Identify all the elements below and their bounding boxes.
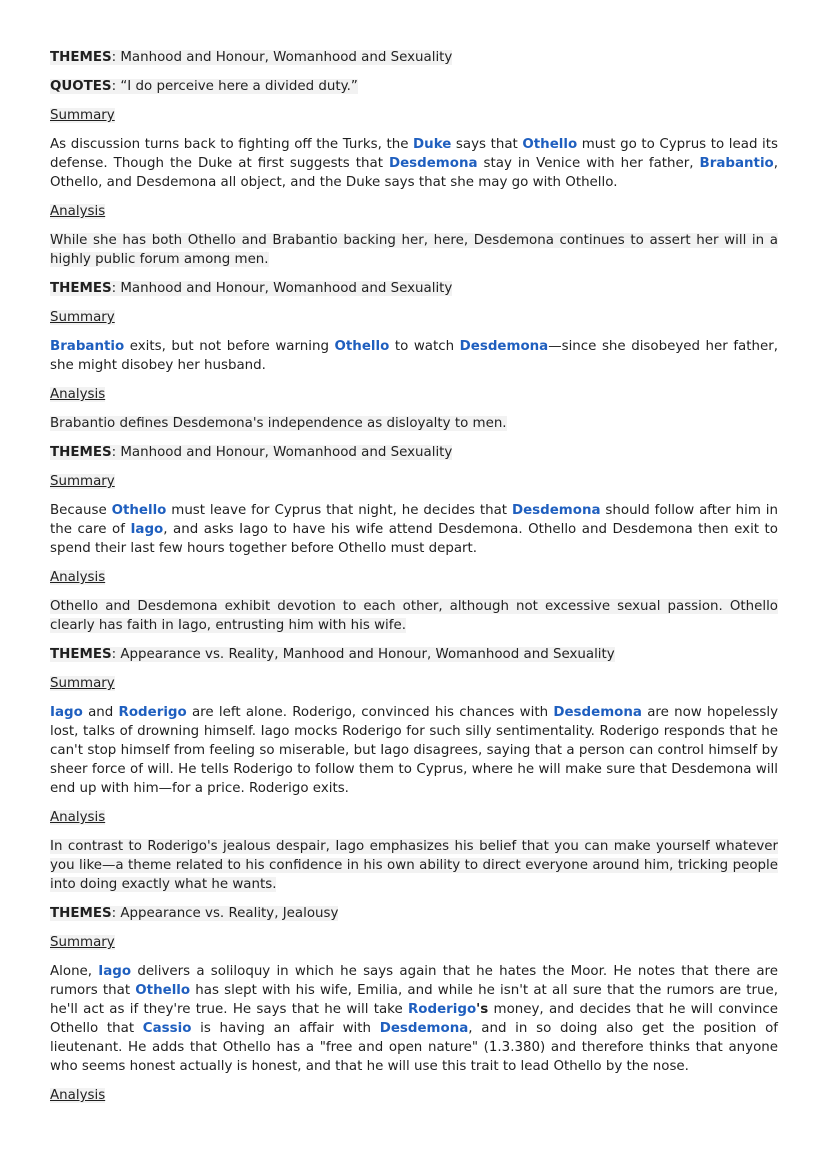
themes-line xyxy=(50,48,778,67)
themes-text: : “I do perceive here a divided duty.” xyxy=(111,79,358,94)
summary-paragraph xyxy=(50,337,778,375)
themes-label: THEMES xyxy=(50,647,112,662)
themes-line xyxy=(50,279,778,298)
section-heading xyxy=(50,568,778,587)
character-name: Desdemona xyxy=(553,705,642,720)
section-heading xyxy=(50,202,778,221)
character-name: Desdemona xyxy=(459,339,549,354)
paragraph-text xyxy=(50,839,778,892)
themes-text: : Manhood and Honour, Womanhood and Sexuality xyxy=(111,50,453,65)
analysis-paragraph xyxy=(50,837,778,894)
themes-label: QUOTES xyxy=(50,79,112,94)
themes-label: THEMES xyxy=(50,906,112,921)
themes-label: THEMES xyxy=(50,281,112,296)
summary-paragraph xyxy=(50,703,778,798)
analysis-heading-label: Analysis xyxy=(50,570,106,585)
text-run: stay in Venice with her father, xyxy=(477,156,700,171)
section-heading xyxy=(50,106,778,125)
themes-label: THEMES xyxy=(50,50,112,65)
text-run: Because xyxy=(50,503,112,518)
text-run: has slept with his wife, Emilia, and while he isn't at all sure that the rumors are true, he'll act as if they're true. He says that he will take xyxy=(50,983,778,1017)
character-name: Othello xyxy=(111,503,167,518)
text-run: exits, but not before warning xyxy=(124,339,335,354)
summary-heading-label: Summary xyxy=(50,108,115,123)
character-name: Brabantio xyxy=(699,156,774,171)
character-name: Desdemona xyxy=(379,1021,469,1036)
analysis-paragraph xyxy=(50,231,778,269)
text-run: , and in so doing also get the position of lieutenant. He adds that Othello has a "free and open nature" (1.3.380) and therefore thinks that anyone who seems honest actually is honest, and that he will use this trait to lead Othello by the nose. xyxy=(50,1021,779,1074)
character-name: Roderigo xyxy=(408,1002,477,1017)
text-run: , and asks Iago to have his wife attend Desdemona. Othello and Desdemona then exit to spend their last few hours together before Othello must depart. xyxy=(50,522,779,556)
paragraph-text xyxy=(50,964,778,1074)
themes-line xyxy=(50,443,778,462)
themes-highlight xyxy=(50,647,615,662)
text-run: says that xyxy=(451,137,523,152)
text-run: and xyxy=(82,705,119,720)
section-heading xyxy=(50,933,778,952)
text-run: must go to Cyprus to lead its defense. Though the Duke at first suggests that xyxy=(50,137,778,171)
text-run: As discussion turns back to fighting off the Turks, the xyxy=(50,137,414,152)
themes-text: : Manhood and Honour, Womanhood and Sexuality xyxy=(111,281,453,296)
themes-line xyxy=(50,645,778,664)
paragraph-text xyxy=(50,503,778,556)
summary-paragraph xyxy=(50,962,778,1076)
section-heading xyxy=(50,674,778,693)
character-name: Cassio xyxy=(142,1021,192,1036)
summary-heading-label: Summary xyxy=(50,935,115,950)
analysis-heading-label: Analysis xyxy=(50,810,106,825)
themes-highlight xyxy=(50,79,358,94)
text-run: to watch xyxy=(389,339,460,354)
section-heading xyxy=(50,1086,778,1105)
character-name: Othello xyxy=(522,137,578,152)
themes-text: : Appearance vs. Reality, Jealousy xyxy=(111,906,339,921)
themes-line xyxy=(50,77,778,96)
text-run: should follow after him in the care of xyxy=(50,503,778,537)
text-run: Alone, xyxy=(50,964,99,979)
themes-label: THEMES xyxy=(50,445,112,460)
text-run: are now hopelessly lost, talks of drowning himself. Iago mocks Roderigo for such silly sentimentality. Roderigo responds that he can't stop himself from feeling so miserable, but Iago disagrees, saying that a person can control himself by sheer force of will. He tells Roderigo to follow them to Cyprus, where he will make sure that Desdemona will end up with him—for a price. Roderigo exits. xyxy=(50,705,778,796)
character-name: Roderigo xyxy=(118,705,187,720)
analysis-heading-label: Analysis xyxy=(50,1088,106,1103)
themes-line xyxy=(50,904,778,923)
character-name: Brabantio xyxy=(50,339,125,354)
paragraph-text xyxy=(50,705,778,796)
summary-heading-label: Summary xyxy=(50,310,115,325)
themes-highlight xyxy=(50,281,452,296)
section-heading xyxy=(50,308,778,327)
character-name: Othello xyxy=(334,339,390,354)
section-heading xyxy=(50,385,778,404)
analysis-heading-label: Analysis xyxy=(50,204,106,219)
section-heading xyxy=(50,808,778,827)
character-name: Iago xyxy=(130,522,164,537)
character-name: Desdemona xyxy=(388,156,478,171)
bold-text-run: 's xyxy=(476,1002,489,1017)
analysis-paragraph xyxy=(50,414,778,433)
text-run: are left alone. Roderigo, convinced his chances with xyxy=(186,705,554,720)
text-run: In contrast to Roderigo's jealous despair, Iago emphasizes his belief that you can make yourself whatever you like—a theme related to his confidence in his own ability to direct everyone around him, tricking people into doing exactly what he wants. xyxy=(50,839,778,892)
text-run: is having an affair with xyxy=(191,1021,380,1036)
paragraph-text xyxy=(50,339,778,373)
text-run: —since she disobeyed her father, she might disobey her husband. xyxy=(50,339,778,373)
analysis-paragraph xyxy=(50,597,778,635)
character-name: Duke xyxy=(413,137,452,152)
summary-heading-label: Summary xyxy=(50,676,115,691)
text-run: must leave for Cyprus that night, he decides that xyxy=(166,503,512,518)
summary-paragraph xyxy=(50,135,778,192)
themes-highlight xyxy=(50,50,452,65)
text-run: While she has both Othello and Brabantio backing her, here, Desdemona continues to assert her will in a highly public forum among men. xyxy=(50,233,778,267)
character-name: Iago xyxy=(50,705,83,720)
character-name: Iago xyxy=(98,964,132,979)
text-run: , Othello, and Desdemona all object, and the Duke says that she may go with Othello. xyxy=(50,156,779,190)
character-name: Desdemona xyxy=(511,503,601,518)
paragraph-text xyxy=(50,137,778,190)
analysis-heading-label: Analysis xyxy=(50,387,106,402)
themes-text: : Appearance vs. Reality, Manhood and Honour, Womanhood and Sexuality xyxy=(111,647,615,662)
text-run: Othello and Desdemona exhibit devotion to each other, although not excessive sexual passion. Othello clearly has faith in Iago, entrusting him with his wife. xyxy=(50,599,778,633)
summary-heading-label: Summary xyxy=(50,474,115,489)
text-run: delivers a soliloquy in which he says again that he hates the Moor. He notes that there are rumors that xyxy=(50,964,778,998)
text-run: Brabantio defines Desdemona's independence as disloyalty to men. xyxy=(50,416,507,431)
themes-highlight xyxy=(50,445,452,460)
character-name: Othello xyxy=(135,983,191,998)
section-heading xyxy=(50,472,778,491)
paragraph-text xyxy=(50,599,778,633)
themes-text: : Manhood and Honour, Womanhood and Sexuality xyxy=(111,445,453,460)
themes-highlight xyxy=(50,906,338,921)
paragraph-text xyxy=(50,416,507,431)
paragraph-text xyxy=(50,233,778,267)
summary-paragraph xyxy=(50,501,778,558)
text-run: money, and decides that he will convince Othello that xyxy=(50,1002,778,1036)
document-page xyxy=(50,48,778,1115)
